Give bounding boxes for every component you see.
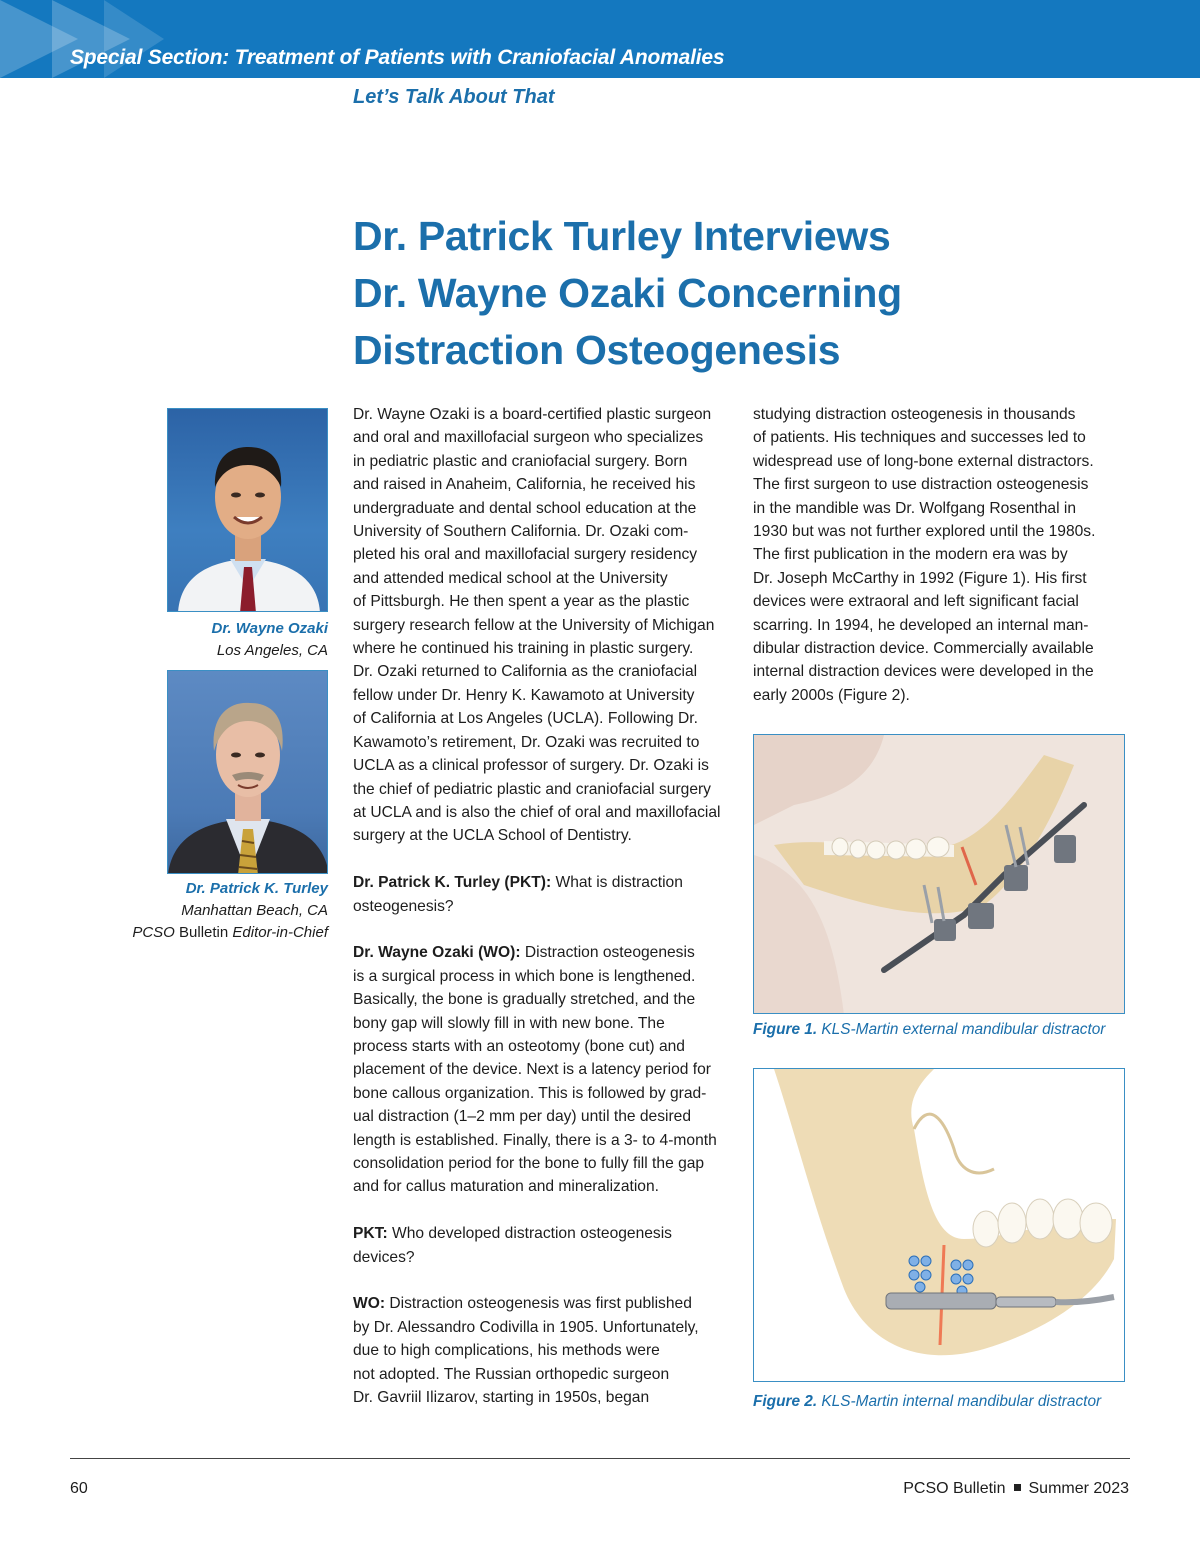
text-line: Dr. Ozaki returned to California as the craniofacial bbox=[353, 663, 698, 681]
footer-publication bbox=[903, 1480, 1129, 1498]
figure-1-caption bbox=[753, 1021, 1105, 1039]
square-bullet-icon bbox=[1014, 1484, 1021, 1491]
text-line: length is established. Finally, there is a 3- to 4-month bbox=[353, 1131, 717, 1149]
title-line: Distraction Osteogenesis bbox=[353, 327, 841, 373]
text-line: devices? bbox=[353, 1248, 415, 1266]
text-line: pleted his oral and maxillofacial surgery residency bbox=[353, 546, 698, 564]
figure-caption-text: KLS-Martin external mandibular distractor bbox=[817, 1021, 1106, 1038]
text-line bbox=[353, 941, 738, 964]
figure-internal-distractor bbox=[753, 1068, 1125, 1382]
speaker-label: PKT: bbox=[353, 1225, 388, 1243]
text-line: and attended medical school at the University bbox=[353, 569, 668, 587]
text-line: of patients. His techniques and successes led to bbox=[753, 429, 1086, 447]
figure-label: Figure 1. bbox=[753, 1021, 818, 1038]
article-title bbox=[353, 208, 1153, 379]
text-line: and for callus maturation and mineralization. bbox=[353, 1178, 659, 1196]
portrait-illustration bbox=[168, 409, 328, 612]
text-line: University of Southern California. Dr. Ozaki com- bbox=[353, 523, 689, 541]
text-line: Basically, the bone is gradually stretched, and the bbox=[353, 991, 696, 1009]
text-line: 1930 but was not further explored until the 1980s. bbox=[753, 523, 1096, 541]
section-title: Special Section: Treatment of Patients with Craniofacial Anomalies bbox=[70, 46, 725, 69]
figure-external-distractor bbox=[753, 734, 1125, 1014]
text-line: osteogenesis? bbox=[353, 897, 454, 915]
text-line: in the mandible was Dr. Wolfgang Rosenthal in bbox=[753, 499, 1077, 517]
bio-paragraph bbox=[353, 403, 738, 848]
caption-role-publication: PCSO bbox=[132, 924, 175, 941]
header-band bbox=[0, 0, 1200, 78]
answer-text: Distraction osteogenesis was first published bbox=[385, 1295, 692, 1313]
footer-divider bbox=[70, 1458, 1130, 1459]
text-line: at UCLA and is also the chief of oral and maxillofacial bbox=[353, 803, 721, 821]
text-line: dibular distraction device. Commercially available bbox=[753, 640, 1094, 658]
caption-role-middle: Bulletin bbox=[174, 924, 233, 941]
text-line: studying distraction osteogenesis in thousands bbox=[753, 406, 1076, 423]
text-line: The first publication in the modern era was by bbox=[753, 546, 1068, 564]
text-line: where he continued his training in plastic surgery. bbox=[353, 640, 694, 658]
text-line: Dr. Joseph McCarthy in 1992 (Figure 1). His first bbox=[753, 569, 1087, 587]
text-line: bony gap will slowly fill in with new bone. The bbox=[353, 1014, 665, 1032]
text-line: by Dr. Alessandro Codivilla in 1905. Unfortunately, bbox=[353, 1318, 699, 1336]
text-line: placement of the device. Next is a latency period for bbox=[353, 1061, 711, 1079]
caption-location: Manhattan Beach, CA bbox=[181, 902, 328, 919]
internal-distractor-illustration bbox=[754, 1069, 1125, 1382]
turley-portrait bbox=[167, 670, 328, 874]
text-line bbox=[353, 1292, 738, 1315]
answer-paragraph bbox=[353, 1292, 738, 1409]
portrait-illustration bbox=[168, 671, 328, 874]
text-line: early 2000s (Figure 2). bbox=[753, 686, 910, 704]
figure-label: Figure 2. bbox=[753, 1393, 818, 1410]
article-column-right bbox=[753, 403, 1138, 707]
answer-text: Distraction osteogenesis bbox=[520, 944, 695, 962]
text-line: widespread use of long-bone external distractors. bbox=[753, 452, 1094, 470]
text-line: ual distraction (1–2 mm per day) until the desired bbox=[353, 1108, 692, 1126]
text-line: consolidation period for the bone to fully fill the gap bbox=[353, 1154, 705, 1172]
figure-caption-text: KLS-Martin internal mandibular distractor bbox=[817, 1393, 1102, 1410]
caption-location: Los Angeles, CA bbox=[216, 642, 328, 659]
text-line bbox=[353, 1222, 738, 1245]
speaker-label: Dr. Patrick K. Turley (PKT): bbox=[353, 874, 552, 892]
issue-label: Summer 2023 bbox=[1028, 1480, 1129, 1497]
external-distractor-illustration bbox=[754, 735, 1125, 1014]
text-line bbox=[353, 871, 738, 894]
text-line: Dr. Gavriil Ilizarov, starting in 1950s, began bbox=[353, 1389, 650, 1406]
subsection-title: Let’s Talk About That bbox=[353, 86, 555, 108]
text-line: devices were extraoral and left significant facial bbox=[753, 593, 1079, 611]
question-paragraph bbox=[353, 1222, 738, 1269]
title-line: Dr. Wayne Ozaki Concerning bbox=[353, 270, 902, 316]
text-line: in pediatric plastic and craniofacial surgery. Born bbox=[353, 452, 688, 470]
text-line: process starts with an osteotomy (bone cut) and bbox=[353, 1037, 685, 1055]
publication-name: PCSO Bulletin bbox=[903, 1480, 1006, 1497]
text-line: bone callous organization. This is followed by grad- bbox=[353, 1084, 707, 1102]
caption-name: Dr. Patrick K. Turley bbox=[185, 880, 328, 897]
text-line: scarring. In 1994, he developed an internal man- bbox=[753, 616, 1089, 634]
question-paragraph bbox=[353, 871, 738, 918]
question-text: What is distraction bbox=[551, 874, 683, 892]
title-line: Dr. Patrick Turley Interviews bbox=[353, 213, 891, 259]
ozaki-portrait bbox=[167, 408, 328, 612]
caption-name: Dr. Wayne Ozaki bbox=[211, 620, 328, 637]
text-line: and oral and maxillofacial surgeon who specializes bbox=[353, 429, 704, 447]
text-line: of California at Los Angeles (UCLA). Following Dr. bbox=[353, 710, 698, 728]
answer-paragraph bbox=[353, 941, 738, 1198]
ozaki-caption bbox=[212, 618, 328, 662]
question-text: Who developed distraction osteogenesis bbox=[387, 1225, 672, 1243]
turley-caption bbox=[132, 878, 328, 944]
text-line: Dr. Wayne Ozaki is a board-certified plastic surgeon bbox=[353, 406, 712, 423]
text-line: The first surgeon to use distraction osteogenesis bbox=[753, 476, 1089, 494]
speaker-label: WO: bbox=[353, 1295, 386, 1313]
caption-role-title: Editor-in-Chief bbox=[232, 924, 328, 941]
text-line: UCLA as a clinical professor of surgery. Dr. Ozaki is bbox=[353, 757, 709, 775]
text-line: surgery research fellow at the University of Michigan bbox=[353, 616, 715, 634]
text-line: is a surgical process in which bone is lengthened. bbox=[353, 967, 696, 985]
text-line: internal distraction devices were developed in the bbox=[753, 663, 1094, 681]
history-paragraph bbox=[753, 403, 1138, 707]
text-line: undergraduate and dental school education at the bbox=[353, 499, 697, 517]
article-column-middle bbox=[353, 403, 738, 1409]
page-number: 60 bbox=[70, 1480, 88, 1497]
caption-role bbox=[132, 922, 328, 944]
text-line: and raised in Anaheim, California, he received his bbox=[353, 476, 696, 494]
text-line: of Pittsburgh. He then spent a year as the plastic bbox=[353, 593, 690, 611]
figure-2-caption bbox=[753, 1393, 1101, 1411]
text-line: surgery at the UCLA School of Dentistry. bbox=[353, 827, 632, 845]
text-line: fellow under Dr. Henry K. Kawamoto at University bbox=[353, 686, 695, 704]
speaker-label: Dr. Wayne Ozaki (WO): bbox=[353, 944, 521, 962]
text-line: due to high complications, his methods were bbox=[353, 1342, 660, 1360]
text-line: not adopted. The Russian orthopedic surgeon bbox=[353, 1365, 670, 1383]
text-line: Kawamoto’s retirement, Dr. Ozaki was recruited to bbox=[353, 733, 700, 751]
text-line: the chief of pediatric plastic and craniofacial surgery bbox=[353, 780, 711, 798]
